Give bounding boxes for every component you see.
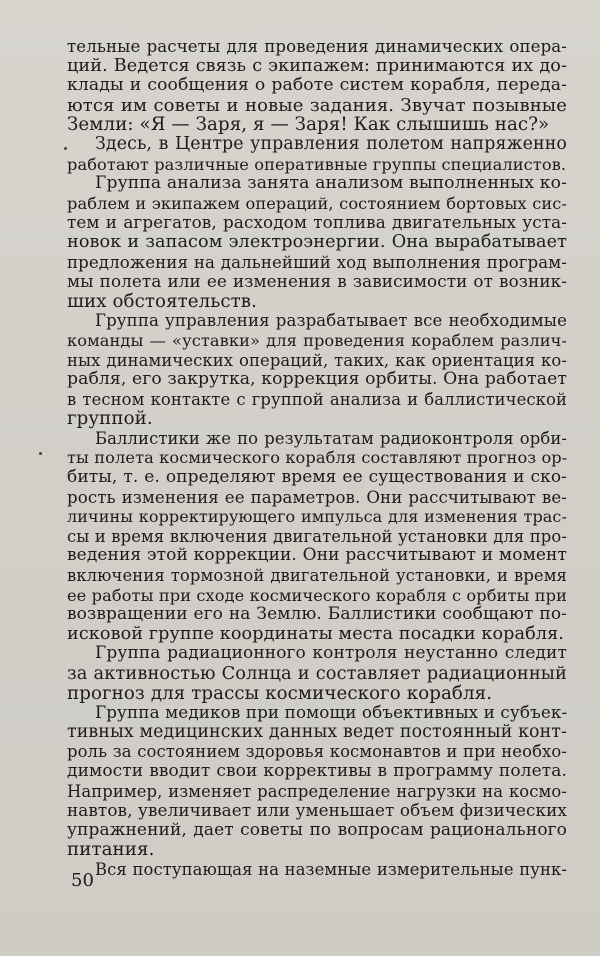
text-line: возвращении его на Землю. Баллистики сообщают по- xyxy=(67,604,567,625)
text-line: Группа медиков при помощи объективных и субъек- xyxy=(95,702,568,723)
text-line: группой. xyxy=(67,408,153,430)
text-line: Группа управления разрабатывает все необходимые xyxy=(95,311,567,331)
text-line: клады и сообщения о работе систем корабля, переда- xyxy=(67,75,567,96)
text-line: рость изменения ее параметров. Они рассчитывают ве- xyxy=(67,487,567,507)
text-line: Например, изменяет распределение нагрузки на космо- xyxy=(67,781,567,801)
print-speck xyxy=(39,452,42,455)
text-line: димости вводит свои коррективы в программу полета. xyxy=(67,760,567,781)
text-line: работают различные оперативные группы специалистов. xyxy=(67,154,567,174)
text-line: тивных медицинских данных ведет постоянный конт- xyxy=(67,721,567,742)
text-line: роль за состоянием здоровья космонавтов и при необхо- xyxy=(67,742,567,762)
text-line: ных динамических операций, таких, как ориентация ко- xyxy=(67,350,567,370)
text-line: Вся поступающая на наземные измерительные пунк- xyxy=(95,859,567,879)
text-line: мы полета или ее изменения в зависимости от возник- xyxy=(67,271,567,292)
text-line: в тесном контакте с группой анализа и баллистической xyxy=(67,389,567,409)
body-text xyxy=(67,37,567,880)
page-number: 50 xyxy=(71,870,94,891)
text-line: прогноз для трассы космического корабля. xyxy=(67,682,493,704)
text-line: Группа анализа занята анализом выполненных ко- xyxy=(95,173,567,194)
text-line: Здесь, в Центре управления полетом напряженно xyxy=(95,133,567,154)
text-line: биты, т. е. определяют время ее существования и ско- xyxy=(67,467,567,488)
text-line: упражнений, дает советы по вопросам рационального xyxy=(67,819,567,840)
text-line: новок и запасом электроэнергии. Она вырабатывает xyxy=(67,231,567,252)
text-line: предложения на дальнейший ход выполнения програм- xyxy=(67,252,567,272)
text-line: исковой группе координаты места посадки корабля. xyxy=(67,623,564,644)
text-line: за активностью Солнца и составляет радиационный xyxy=(67,663,567,684)
text-line: команды — «уставки» для проведения кораблем различ- xyxy=(67,330,567,350)
text-line: тельные расчеты для проведения динамических опера- xyxy=(67,37,567,56)
text-line: тем и агрегатов, расходом топлива двигательных уста- xyxy=(67,212,567,233)
text-line: рабля, его закрутка, коррекция орбиты. Она работает xyxy=(67,369,568,390)
text-line: ее работы при сходе космического корабля с орбиты при xyxy=(67,585,567,605)
text-line: ются им советы и новые задания. Звучат позывные xyxy=(67,94,567,116)
text-line: Земли: «Я — Заря, я — Заря! Как слышишь нас?» xyxy=(67,114,550,136)
text-line: сы и время включения двигательной установки для про- xyxy=(67,526,567,546)
text-line: Группа радиационного контроля неустанно следит xyxy=(95,643,567,664)
text-line: Баллистики же по результатам радиоконтроля орби- xyxy=(95,428,567,448)
print-speck xyxy=(64,147,67,150)
text-line: ших обстоятельств. xyxy=(67,290,257,312)
text-line: питания. xyxy=(67,839,155,861)
text-line: ведения этой коррекции. Они рассчитывают и момент xyxy=(67,545,567,566)
text-line: включения тормозной двигательной установки, и время xyxy=(67,566,567,586)
text-line: ты полета космического корабля составляют прогноз ор- xyxy=(67,448,568,468)
text-line: личины корректирующего импульса для изменения трас- xyxy=(67,507,567,527)
text-line: ций. Ведется связь с экипажем: принимаются их до- xyxy=(67,55,567,76)
text-line: раблем и экипажем операций, состоянием бортовых сис- xyxy=(67,193,567,213)
text-line: навтов, увеличивает или уменьшает объем физических xyxy=(67,800,567,821)
